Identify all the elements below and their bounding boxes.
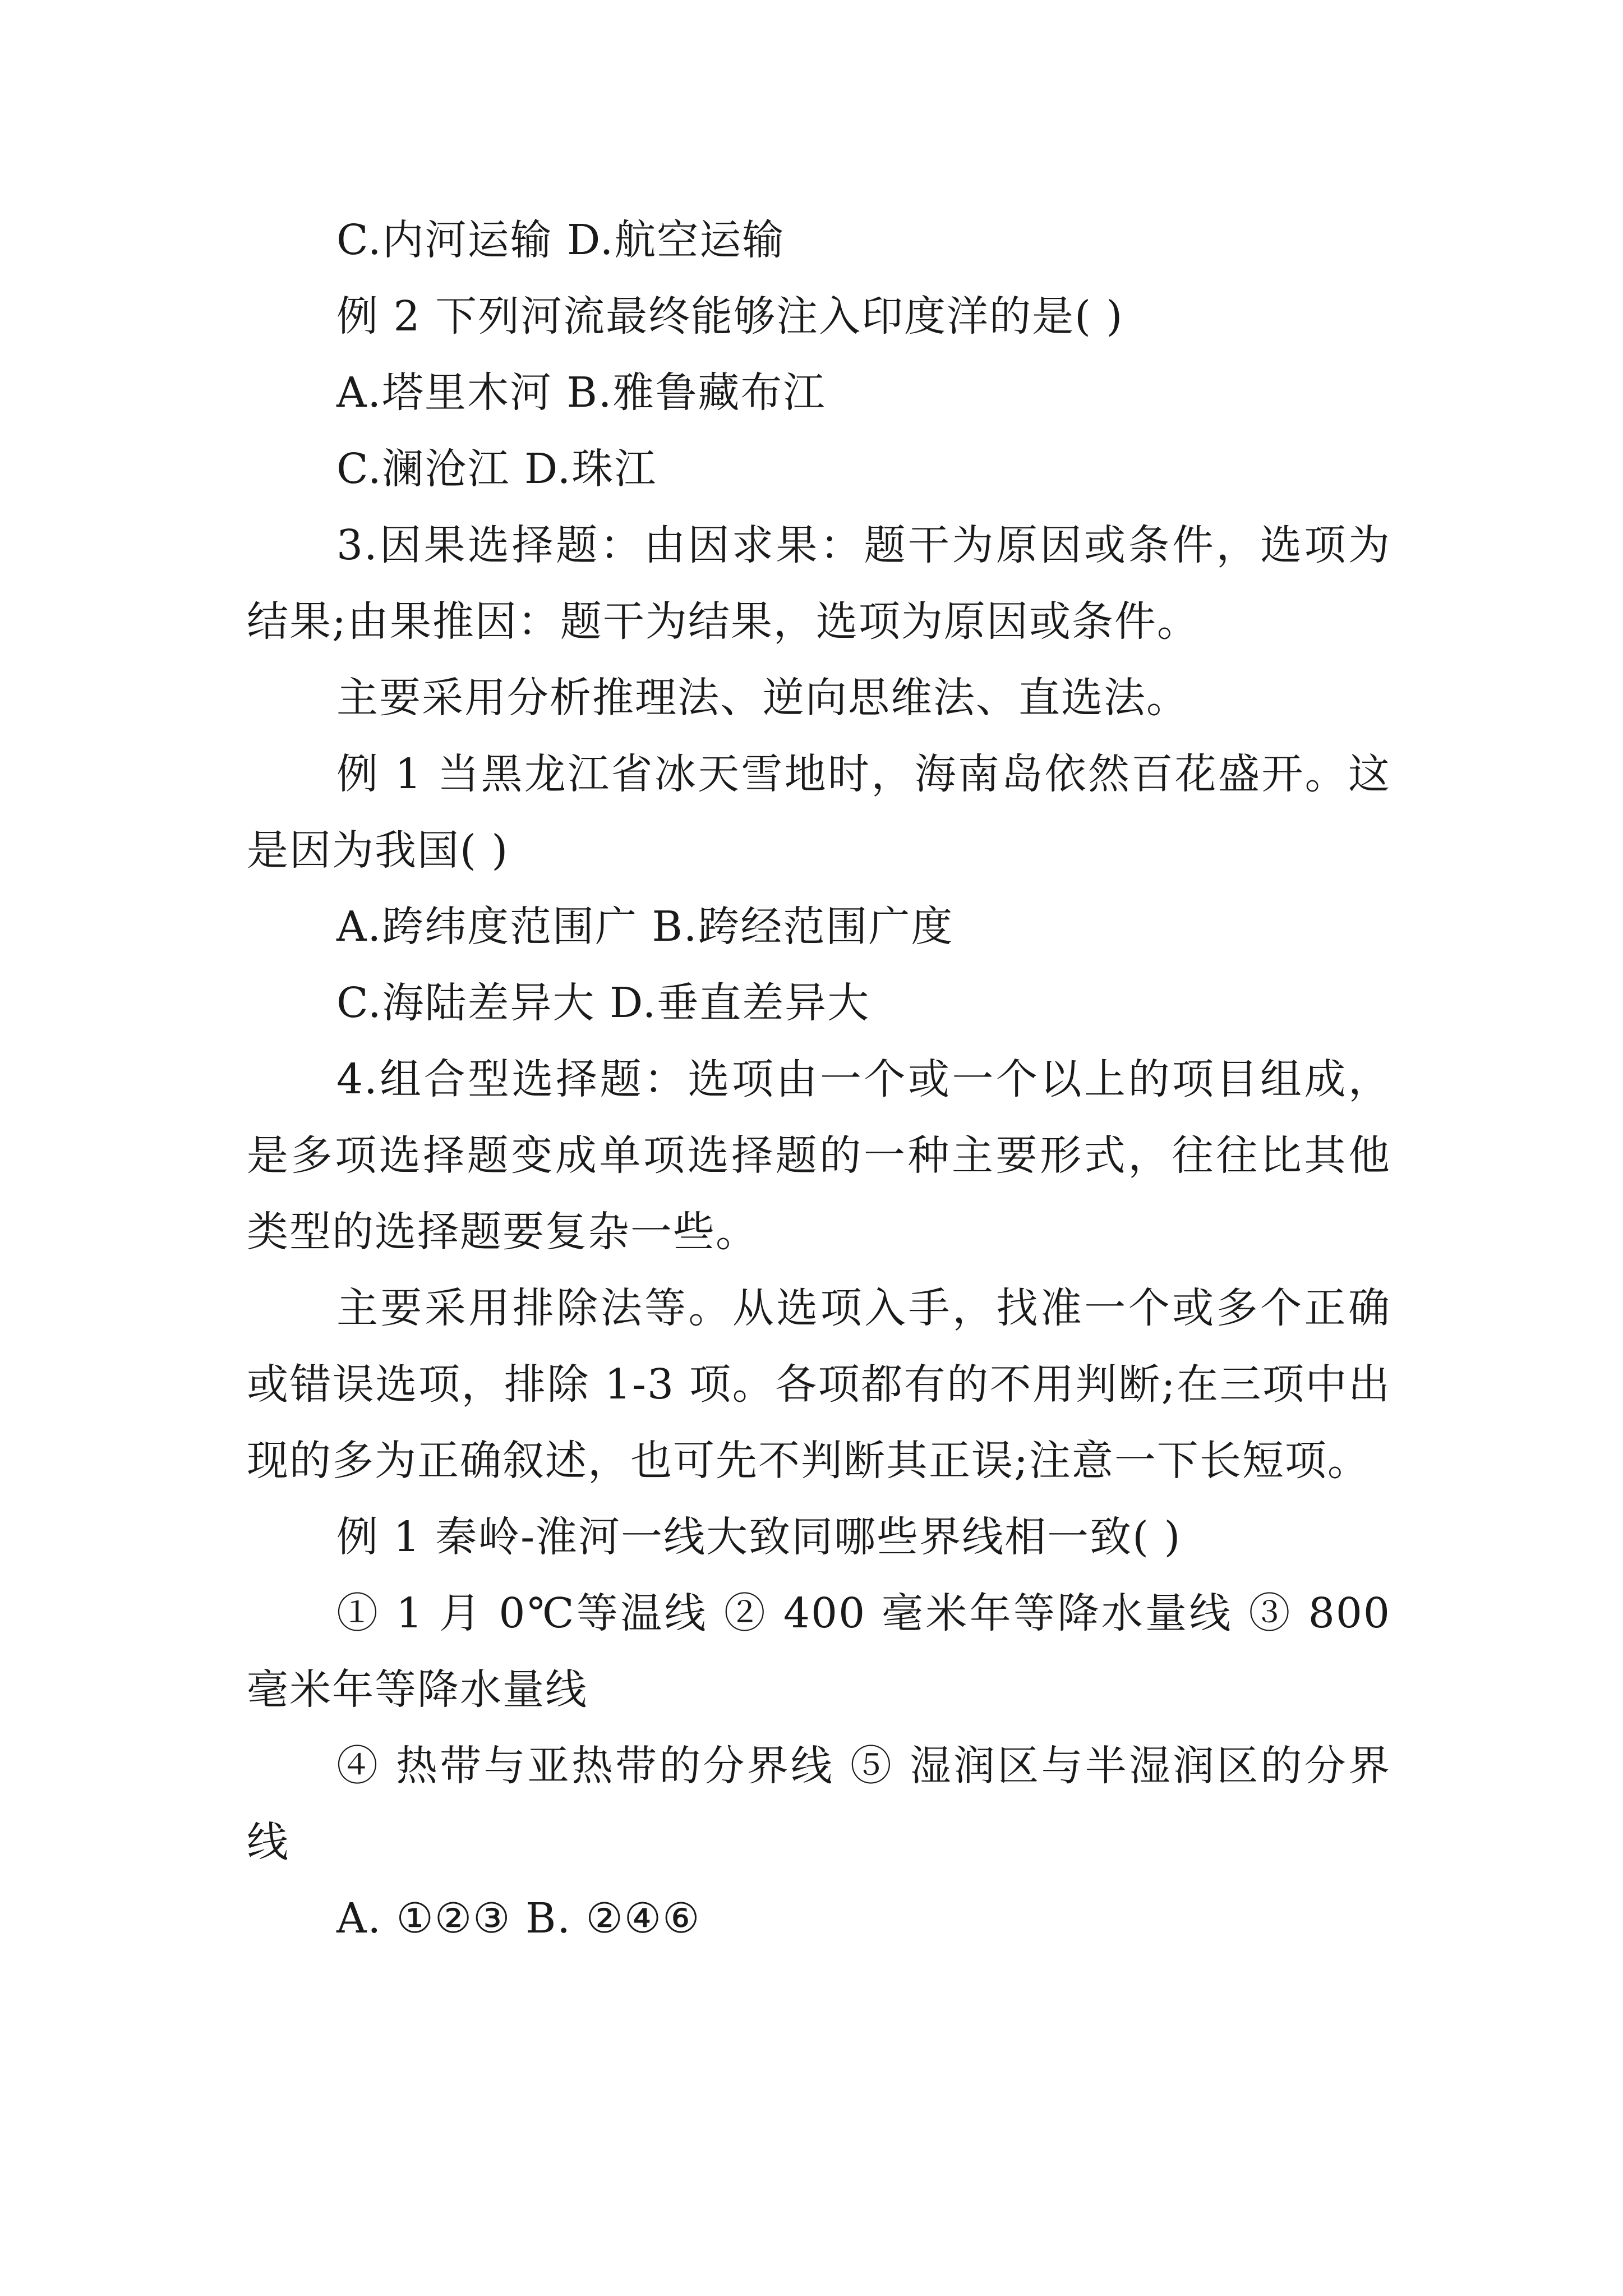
paragraph-example-qinling-options: A. ①②③ B. ②④⑥: [336, 1894, 701, 1943]
paragraph-example-2-question: 例 2 下列河流最终能够注入印度洋的是( ): [336, 292, 1124, 341]
paragraph-example-2-options-cd: C.澜沧江 D.珠江: [336, 445, 657, 493]
paragraph-example-1-options-ab: A.跨纬度范围广 B.跨经范围广度: [336, 903, 954, 951]
paragraph-example-qinling-items-4-5: ④ 热带与亚热带的分界线 ⑤ 湿润区与半湿润区的分界线: [247, 1742, 1391, 1866]
document-body: [247, 202, 1391, 1957]
paragraph-section-3-causal: 3.因果选择题：由因求果：题干为原因或条件，选项为结果;由果推因：题干为结果，选项为原因或条件。: [247, 521, 1391, 646]
paragraph-example-1-options-cd: C.海陆差异大 D.垂直差异大: [336, 979, 870, 1027]
paragraph-example-qinling-items-1-3: ① 1 月 0℃等温线 ② 400 毫米年等降水量线 ③ 800 毫米年等降水量线: [247, 1589, 1391, 1714]
paragraph-example-1-question: 例 1 当黑龙江省冰天雪地时，海南岛依然百花盛开。这是因为我国( ): [247, 750, 1391, 875]
paragraph-section-4-methods: 主要采用排除法等。从选项入手，找准一个或多个正确或错误选项，排除 1-3 项。各项都有的不用判断;在三项中出现的多为正确叙述，也可先不判断其正误;注意一下长短项。: [247, 1284, 1391, 1485]
paragraph-section-3-methods: 主要采用分析推理法、逆向思维法、直选法。: [336, 674, 1189, 722]
paragraph-options-cd-transport: C.内河运输 D.航空运输: [336, 216, 785, 264]
paragraph-section-4-combination: 4.组合型选择题：选项由一个或一个以上的项目组成，是多项选择题变成单项选择题的一种主要形式，往往比其他类型的选择题要复杂一些。: [247, 1055, 1391, 1256]
paragraph-example-2-options-ab: A.塔里木河 B.雅鲁藏布江: [336, 369, 826, 417]
paragraph-example-qinling-question: 例 1 秦岭-淮河一线大致同哪些界线相一致( ): [336, 1513, 1182, 1561]
